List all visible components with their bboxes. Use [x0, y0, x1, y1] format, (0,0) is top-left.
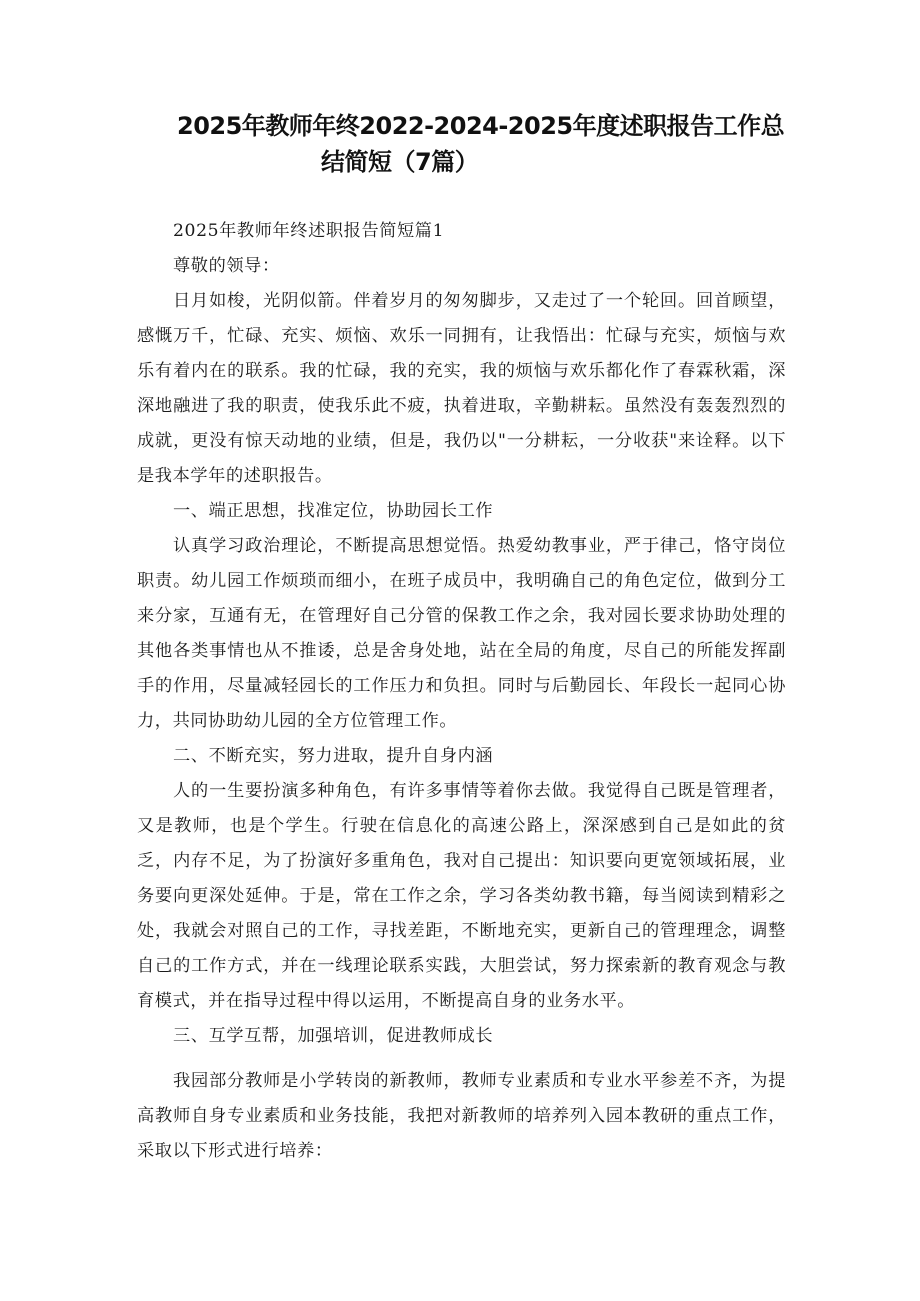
paragraph-section-1: 认真学习政治理论，不断提高思想觉悟。热爱幼教事业，严于律己，恪守岗位职责。幼儿园工作烦琐而细小，在班子成员中，我明确自己的角色定位，做到分工来分家，互通有无，在管理好自己分管的保教工作之余，我对园长要求协助处理的其他各类事情也从不推诿，总是舍身处地，站在全局的角度，尽自己的所能发挥副手的作用，尽量减轻园长的工作压力和负担。同时与后勤园长、年段长一起同心协力，共同协助幼儿园的全方位管理工作。	[137, 536, 786, 731]
heading-section-2: 二、不断充实，努力进取，提升自身内涵	[173, 746, 494, 766]
heading-section-1: 一、端正思想，找准定位，协助园长工作	[173, 501, 494, 521]
paragraph-section-3: 我园部分教师是小学转岗的新教师，教师专业素质和专业水平参差不齐，为提高教师自身专业素质和业务技能，我把对新教师的培养列入园本教研的重点工作，采取以下形式进行培养：	[137, 1071, 786, 1161]
document-title	[137, 108, 786, 180]
title-line-2: 结简短（7篇）	[321, 148, 479, 176]
salutation: 尊敬的领导：	[173, 256, 280, 276]
section-subtitle: 2025年教师年终述职报告简短篇1	[173, 221, 445, 241]
heading-section-3: 三、互学互帮，加强培训，促进教师成长	[173, 1026, 494, 1046]
paragraph-intro: 日月如梭，光阴似箭。伴着岁月的匆匆脚步，又走过了一个轮回。回首顾望，感慨万千，忙碌、充实、烦恼、欢乐一同拥有，让我悟出：忙碌与充实，烦恼与欢乐有着内在的联系。我的忙碌，我的充实，我的烦恼与欢乐都化作了春霖秋霜，深深地融进了我的职责，使我乐此不疲，执着进取，辛勤耕耘。虽然没有轰轰烈烈的成就，更没有惊天动地的业绩，但是，我仍以"一分耕耘，一分收获"来诠释。以下是我本学年的述职报告。	[137, 291, 786, 486]
paragraph-section-2: 人的一生要扮演多种角色，有许多事情等着你去做。我觉得自己既是管理者，又是教师，也是个学生。行驶在信息化的高速公路上，深深感到自己是如此的贫乏，内存不足，为了扮演好多重角色，我对自己提出：知识要向更宽领域拓展，业务要向更深处延伸。于是，常在工作之余，学习各类幼教书籍，每当阅读到精彩之处，我就会对照自己的工作，寻找差距，不断地充实，更新自己的管理理念，调整自己的工作方式，并在一线理论联系实践，大胆尝试，努力探索新的教育观念与教育模式，并在指导过程中得以运用，不断提高自身的业务水平。	[137, 781, 786, 1011]
title-line-1: 2025年教师年终2022-2024-2025年度述职报告工作总	[177, 112, 785, 140]
